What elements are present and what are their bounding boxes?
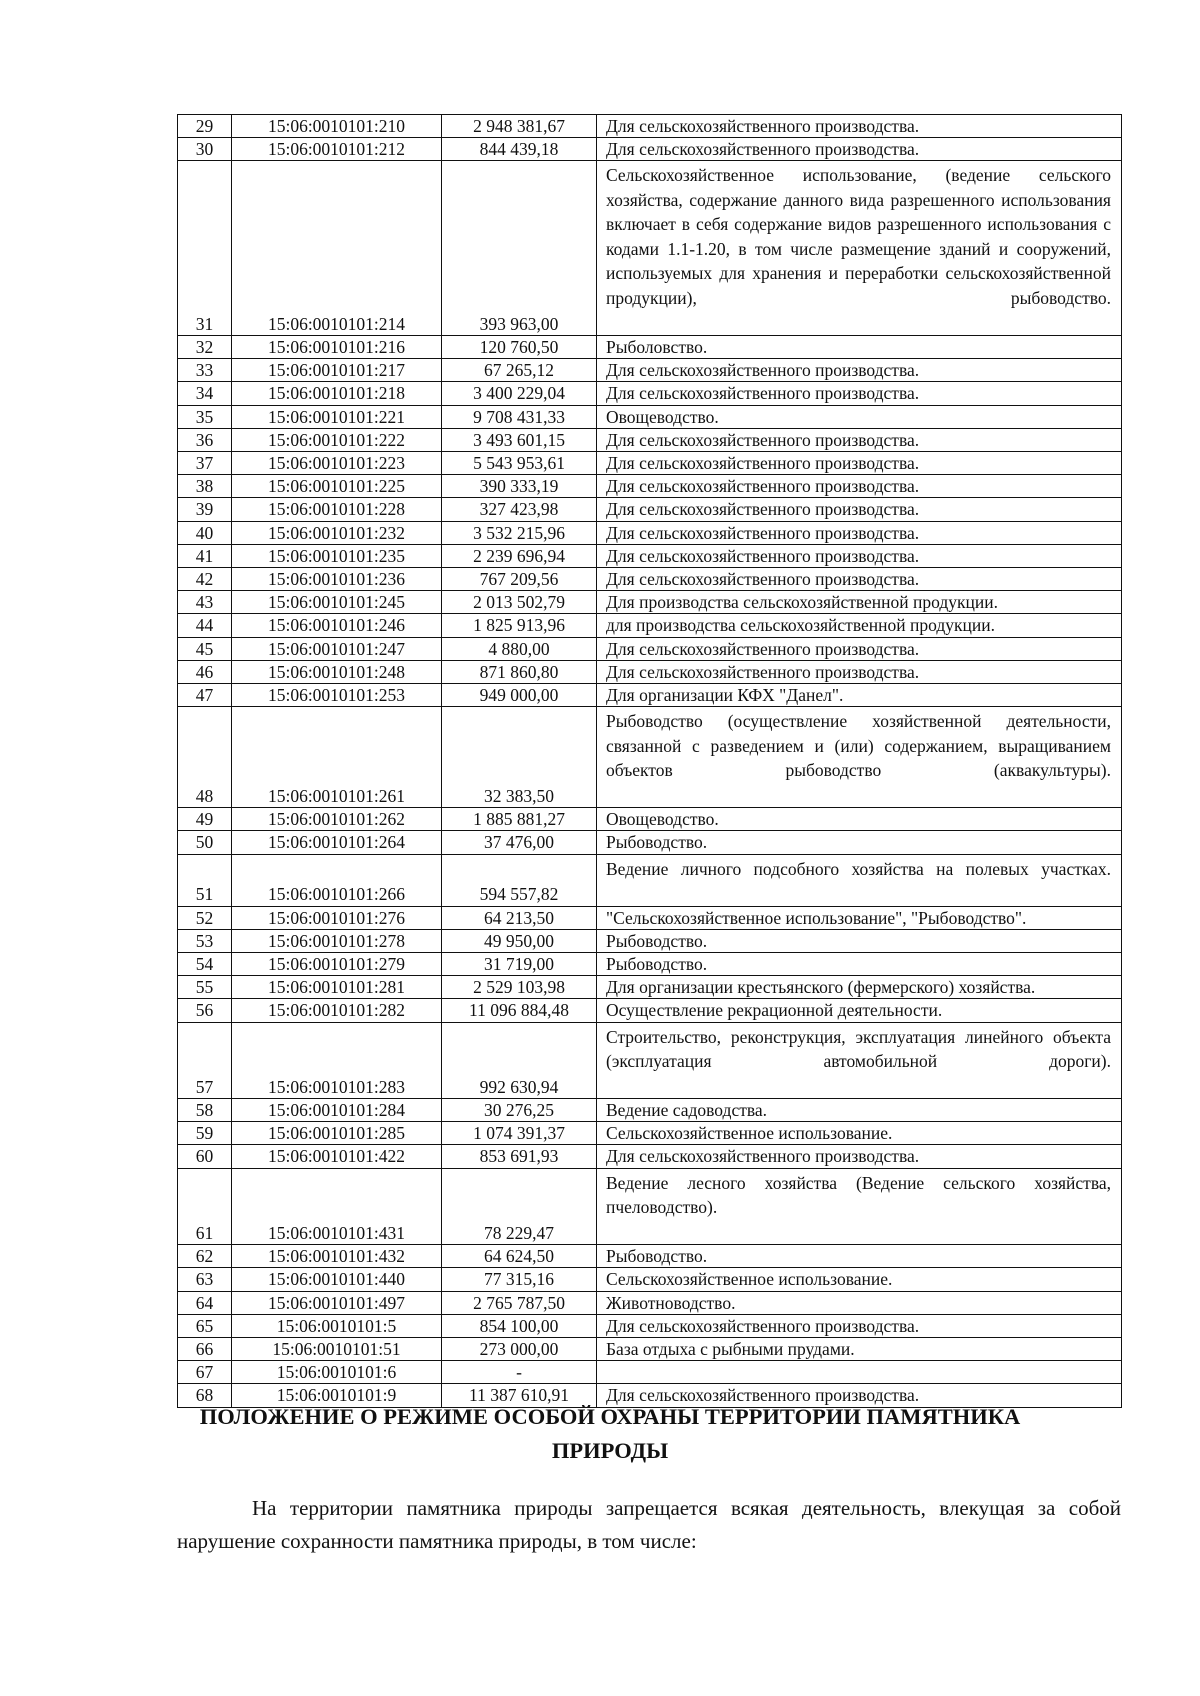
- row-number-cell: 38: [178, 475, 232, 498]
- area-cell: 2 013 502,79: [442, 591, 597, 614]
- area-cell: 2 948 381,67: [442, 115, 597, 138]
- row-number-cell: 44: [178, 614, 232, 637]
- permitted-use-cell: Для сельскохозяйственного производства.: [597, 451, 1122, 474]
- area-cell: 77 315,16: [442, 1268, 597, 1291]
- permitted-use-cell: [597, 1361, 1122, 1384]
- row-number-cell: 58: [178, 1099, 232, 1122]
- row-number-cell: 56: [178, 999, 232, 1022]
- area-cell: 49 950,00: [442, 929, 597, 952]
- row-number-cell: 64: [178, 1291, 232, 1314]
- cadastral-number-cell: 15:06:0010101:497: [232, 1291, 442, 1314]
- permitted-use-cell: Рыбоводство.: [597, 831, 1122, 854]
- area-cell: 853 691,93: [442, 1145, 597, 1168]
- land-plots-table: [177, 114, 1122, 1408]
- cadastral-number-cell: 15:06:0010101:285: [232, 1122, 442, 1145]
- cadastral-number-cell: 15:06:0010101:245: [232, 591, 442, 614]
- permitted-use-cell: Осуществление рекрационной деятельности.: [597, 999, 1122, 1022]
- area-cell: 78 229,47: [442, 1168, 597, 1245]
- row-number-cell: 57: [178, 1022, 232, 1099]
- permitted-use-cell: Для сельскохозяйственного производства.: [597, 498, 1122, 521]
- permitted-use-cell: База отдыха с рыбными прудами.: [597, 1338, 1122, 1361]
- row-number-cell: 35: [178, 405, 232, 428]
- area-cell: -: [442, 1361, 597, 1384]
- permitted-use-cell: Для сельскохозяйственного производства.: [597, 138, 1122, 161]
- permitted-use-cell: Для сельскохозяйственного производства.: [597, 359, 1122, 382]
- permitted-use-cell: Для сельскохозяйственного производства.: [597, 1314, 1122, 1337]
- cadastral-number-cell: 15:06:0010101:225: [232, 475, 442, 498]
- table-row: [178, 544, 1122, 567]
- cadastral-number-cell: 15:06:0010101:247: [232, 637, 442, 660]
- cadastral-number-cell: 15:06:0010101:6: [232, 1361, 442, 1384]
- area-cell: 37 476,00: [442, 831, 597, 854]
- area-cell: 3 400 229,04: [442, 382, 597, 405]
- row-number-cell: 67: [178, 1361, 232, 1384]
- permitted-use-cell: Для сельскохозяйственного производства.: [597, 567, 1122, 590]
- table-row: [178, 498, 1122, 521]
- row-number-cell: 55: [178, 976, 232, 999]
- row-number-cell: 43: [178, 591, 232, 614]
- row-number-cell: 31: [178, 161, 232, 336]
- cadastral-number-cell: 15:06:0010101:218: [232, 382, 442, 405]
- table-row: [178, 1245, 1122, 1268]
- area-cell: 767 209,56: [442, 567, 597, 590]
- cadastral-number-cell: 15:06:0010101:264: [232, 831, 442, 854]
- area-cell: 844 439,18: [442, 138, 597, 161]
- table-row: [178, 1338, 1122, 1361]
- table-row: [178, 115, 1122, 138]
- permitted-use-cell: Для организации крестьянского (фермерского) хозяйства.: [597, 976, 1122, 999]
- permitted-use-cell: Рыбоводство.: [597, 1245, 1122, 1268]
- cadastral-number-cell: 15:06:0010101:222: [232, 428, 442, 451]
- permitted-use-cell: Сельскохозяйственное использование.: [597, 1122, 1122, 1145]
- row-number-cell: 39: [178, 498, 232, 521]
- area-cell: 1 885 881,27: [442, 808, 597, 831]
- row-number-cell: 42: [178, 567, 232, 590]
- table-row: [178, 521, 1122, 544]
- permitted-use-cell: Животноводство.: [597, 1291, 1122, 1314]
- row-number-cell: 59: [178, 1122, 232, 1145]
- row-number-cell: 63: [178, 1268, 232, 1291]
- area-cell: 273 000,00: [442, 1338, 597, 1361]
- table-row: [178, 660, 1122, 683]
- table-row: [178, 405, 1122, 428]
- area-cell: 327 423,98: [442, 498, 597, 521]
- permitted-use-cell: Рыбоводство.: [597, 952, 1122, 975]
- row-number-cell: 49: [178, 808, 232, 831]
- section-paragraph: На территории памятника природы запрещается всякая деятельность, влекущая за собой нарушение сохранности памятника природы, в том числе:: [177, 1496, 1121, 1553]
- table-row: [178, 1099, 1122, 1122]
- area-cell: 1 825 913,96: [442, 614, 597, 637]
- permitted-use-cell: Овощеводство.: [597, 808, 1122, 831]
- area-cell: 31 719,00: [442, 952, 597, 975]
- cadastral-number-cell: 15:06:0010101:232: [232, 521, 442, 544]
- row-number-cell: 37: [178, 451, 232, 474]
- cadastral-number-cell: 15:06:0010101:253: [232, 683, 442, 706]
- cadastral-number-cell: 15:06:0010101:278: [232, 929, 442, 952]
- table-row: [178, 1122, 1122, 1145]
- area-cell: 5 543 953,61: [442, 451, 597, 474]
- cadastral-number-cell: 15:06:0010101:212: [232, 138, 442, 161]
- row-number-cell: 52: [178, 906, 232, 929]
- cadastral-number-cell: 15:06:0010101:276: [232, 906, 442, 929]
- table-row: [178, 591, 1122, 614]
- cadastral-number-cell: 15:06:0010101:228: [232, 498, 442, 521]
- table-body: [178, 115, 1122, 1408]
- cadastral-number-cell: 15:06:0010101:210: [232, 115, 442, 138]
- cadastral-number-cell: 15:06:0010101:281: [232, 976, 442, 999]
- table-row: [178, 707, 1122, 808]
- permitted-use-cell: Для сельскохозяйственного производства.: [597, 1384, 1122, 1407]
- area-cell: 949 000,00: [442, 683, 597, 706]
- row-number-cell: 54: [178, 952, 232, 975]
- area-cell: 30 276,25: [442, 1099, 597, 1122]
- row-number-cell: 68: [178, 1384, 232, 1407]
- row-number-cell: 45: [178, 637, 232, 660]
- cadastral-number-cell: 15:06:0010101:262: [232, 808, 442, 831]
- table-row: [178, 335, 1122, 358]
- permitted-use-cell: "Сельскохозяйственное использование", "Рыбоводство".: [597, 906, 1122, 929]
- row-number-cell: 48: [178, 707, 232, 808]
- permitted-use-cell: для производства сельскохозяйственной продукции.: [597, 614, 1122, 637]
- permitted-use-cell: Овощеводство.: [597, 405, 1122, 428]
- area-cell: 11 096 884,48: [442, 999, 597, 1022]
- cadastral-number-cell: 15:06:0010101:266: [232, 854, 442, 906]
- permitted-use-cell: Для сельскохозяйственного производства.: [597, 660, 1122, 683]
- permitted-use-cell: Для сельскохозяйственного производства.: [597, 544, 1122, 567]
- table-row: [178, 1168, 1122, 1245]
- table-row: [178, 1291, 1122, 1314]
- permitted-use-cell: Для сельскохозяйственного производства.: [597, 1145, 1122, 1168]
- table-row: [178, 1314, 1122, 1337]
- area-cell: 32 383,50: [442, 707, 597, 808]
- permitted-use-cell: Ведение лесного хозяйства (Ведение сельского хозяйства, пчеловодство).: [597, 1168, 1122, 1245]
- area-cell: 3 532 215,96: [442, 521, 597, 544]
- table-row: [178, 637, 1122, 660]
- area-cell: 871 860,80: [442, 660, 597, 683]
- cadastral-number-cell: 15:06:0010101:431: [232, 1168, 442, 1245]
- cadastral-number-cell: 15:06:0010101:283: [232, 1022, 442, 1099]
- table-row: [178, 428, 1122, 451]
- area-cell: 992 630,94: [442, 1022, 597, 1099]
- area-cell: 4 880,00: [442, 637, 597, 660]
- table-row: [178, 359, 1122, 382]
- area-cell: 594 557,82: [442, 854, 597, 906]
- cadastral-number-cell: 15:06:0010101:440: [232, 1268, 442, 1291]
- table-row: [178, 854, 1122, 906]
- permitted-use-cell: Для организации КФХ "Данел".: [597, 683, 1122, 706]
- area-cell: 9 708 431,33: [442, 405, 597, 428]
- table-row: [178, 906, 1122, 929]
- table-row: [178, 161, 1122, 336]
- area-cell: 67 265,12: [442, 359, 597, 382]
- cadastral-number-cell: 15:06:0010101:5: [232, 1314, 442, 1337]
- table-row: [178, 808, 1122, 831]
- cadastral-number-cell: 15:06:0010101:9: [232, 1384, 442, 1407]
- cadastral-number-cell: 15:06:0010101:246: [232, 614, 442, 637]
- row-number-cell: 32: [178, 335, 232, 358]
- permitted-use-cell: Рыбоводство.: [597, 929, 1122, 952]
- row-number-cell: 40: [178, 521, 232, 544]
- row-number-cell: 60: [178, 1145, 232, 1168]
- cadastral-number-cell: 15:06:0010101:284: [232, 1099, 442, 1122]
- permitted-use-cell: Сельскохозяйственное использование, (ведение сельского хозяйства, содержание данного вида разрешенного использования включает в себя содержание видов разрешенного использования с кодами 1.1-1.20, в том числе размещение зданий и сооружений, используемых для хранения и переработки сельскохозяйственной продукции), рыбоводство.: [597, 161, 1122, 336]
- table-row: [178, 976, 1122, 999]
- table-row: [178, 683, 1122, 706]
- row-number-cell: 50: [178, 831, 232, 854]
- table-row: [178, 475, 1122, 498]
- table-row: [178, 451, 1122, 474]
- area-cell: 64 624,50: [442, 1245, 597, 1268]
- row-number-cell: 33: [178, 359, 232, 382]
- area-cell: 390 333,19: [442, 475, 597, 498]
- row-number-cell: 61: [178, 1168, 232, 1245]
- row-number-cell: 34: [178, 382, 232, 405]
- cadastral-number-cell: 15:06:0010101:282: [232, 999, 442, 1022]
- permitted-use-cell: Для сельскохозяйственного производства.: [597, 115, 1122, 138]
- cadastral-number-cell: 15:06:0010101:422: [232, 1145, 442, 1168]
- permitted-use-cell: Для сельскохозяйственного производства.: [597, 428, 1122, 451]
- row-number-cell: 51: [178, 854, 232, 906]
- row-number-cell: 36: [178, 428, 232, 451]
- area-cell: 1 074 391,37: [442, 1122, 597, 1145]
- permitted-use-cell: Ведение личного подсобного хозяйства на полевых участках.: [597, 854, 1122, 906]
- area-cell: 120 760,50: [442, 335, 597, 358]
- cadastral-number-cell: 15:06:0010101:236: [232, 567, 442, 590]
- row-number-cell: 30: [178, 138, 232, 161]
- area-cell: 2 765 787,50: [442, 1291, 597, 1314]
- table-row: [178, 929, 1122, 952]
- permitted-use-cell: Для производства сельскохозяйственной продукции.: [597, 591, 1122, 614]
- permitted-use-cell: Рыбоводство (осуществление хозяйственной деятельности, связанной с разведением и (или) содержанием, выращиванием объектов рыбоводство (аквакультуры).: [597, 707, 1122, 808]
- cadastral-number-cell: 15:06:0010101:214: [232, 161, 442, 336]
- row-number-cell: 47: [178, 683, 232, 706]
- table-row: [178, 1022, 1122, 1099]
- cadastral-number-cell: 15:06:0010101:221: [232, 405, 442, 428]
- table-row: [178, 1268, 1122, 1291]
- cadastral-number-cell: 15:06:0010101:261: [232, 707, 442, 808]
- area-cell: 393 963,00: [442, 161, 597, 336]
- row-number-cell: 62: [178, 1245, 232, 1268]
- area-cell: 2 239 696,94: [442, 544, 597, 567]
- cadastral-number-cell: 15:06:0010101:217: [232, 359, 442, 382]
- cadastral-number-cell: 15:06:0010101:223: [232, 451, 442, 474]
- cadastral-number-cell: 15:06:0010101:248: [232, 660, 442, 683]
- area-cell: 11 387 610,91: [442, 1384, 597, 1407]
- table-row: [178, 382, 1122, 405]
- table-row: [178, 999, 1122, 1022]
- permitted-use-cell: Сельскохозяйственное использование.: [597, 1268, 1122, 1291]
- row-number-cell: 46: [178, 660, 232, 683]
- table-row: [178, 831, 1122, 854]
- permitted-use-cell: Для сельскохозяйственного производства.: [597, 382, 1122, 405]
- table-row: [178, 952, 1122, 975]
- table-row: [178, 567, 1122, 590]
- permitted-use-cell: Строительство, реконструкция, эксплуатация линейного объекта (эксплуатация автомобильной дороги).: [597, 1022, 1122, 1099]
- cadastral-number-cell: 15:06:0010101:216: [232, 335, 442, 358]
- area-cell: 2 529 103,98: [442, 976, 597, 999]
- permitted-use-cell: Для сельскохозяйственного производства.: [597, 521, 1122, 544]
- section-heading: ПОЛОЖЕНИЕ О РЕЖИМЕ ОСОБОЙ ОХРАНЫ ТЕРРИТОРИИ ПАМЯТНИКА ПРИРОДЫ: [199, 1404, 1021, 1463]
- row-number-cell: 65: [178, 1314, 232, 1337]
- permitted-use-cell: Ведение садоводства.: [597, 1099, 1122, 1122]
- cadastral-number-cell: 15:06:0010101:51: [232, 1338, 442, 1361]
- table-row: [178, 138, 1122, 161]
- row-number-cell: 41: [178, 544, 232, 567]
- area-cell: 854 100,00: [442, 1314, 597, 1337]
- table-row: [178, 614, 1122, 637]
- area-cell: 3 493 601,15: [442, 428, 597, 451]
- table-row: [178, 1145, 1122, 1168]
- area-cell: 64 213,50: [442, 906, 597, 929]
- cadastral-number-cell: 15:06:0010101:432: [232, 1245, 442, 1268]
- permitted-use-cell: Рыболовство.: [597, 335, 1122, 358]
- cadastral-number-cell: 15:06:0010101:235: [232, 544, 442, 567]
- row-number-cell: 66: [178, 1338, 232, 1361]
- row-number-cell: 29: [178, 115, 232, 138]
- permitted-use-cell: Для сельскохозяйственного производства.: [597, 475, 1122, 498]
- cadastral-number-cell: 15:06:0010101:279: [232, 952, 442, 975]
- table-row: [178, 1361, 1122, 1384]
- row-number-cell: 53: [178, 929, 232, 952]
- permitted-use-cell: Для сельскохозяйственного производства.: [597, 637, 1122, 660]
